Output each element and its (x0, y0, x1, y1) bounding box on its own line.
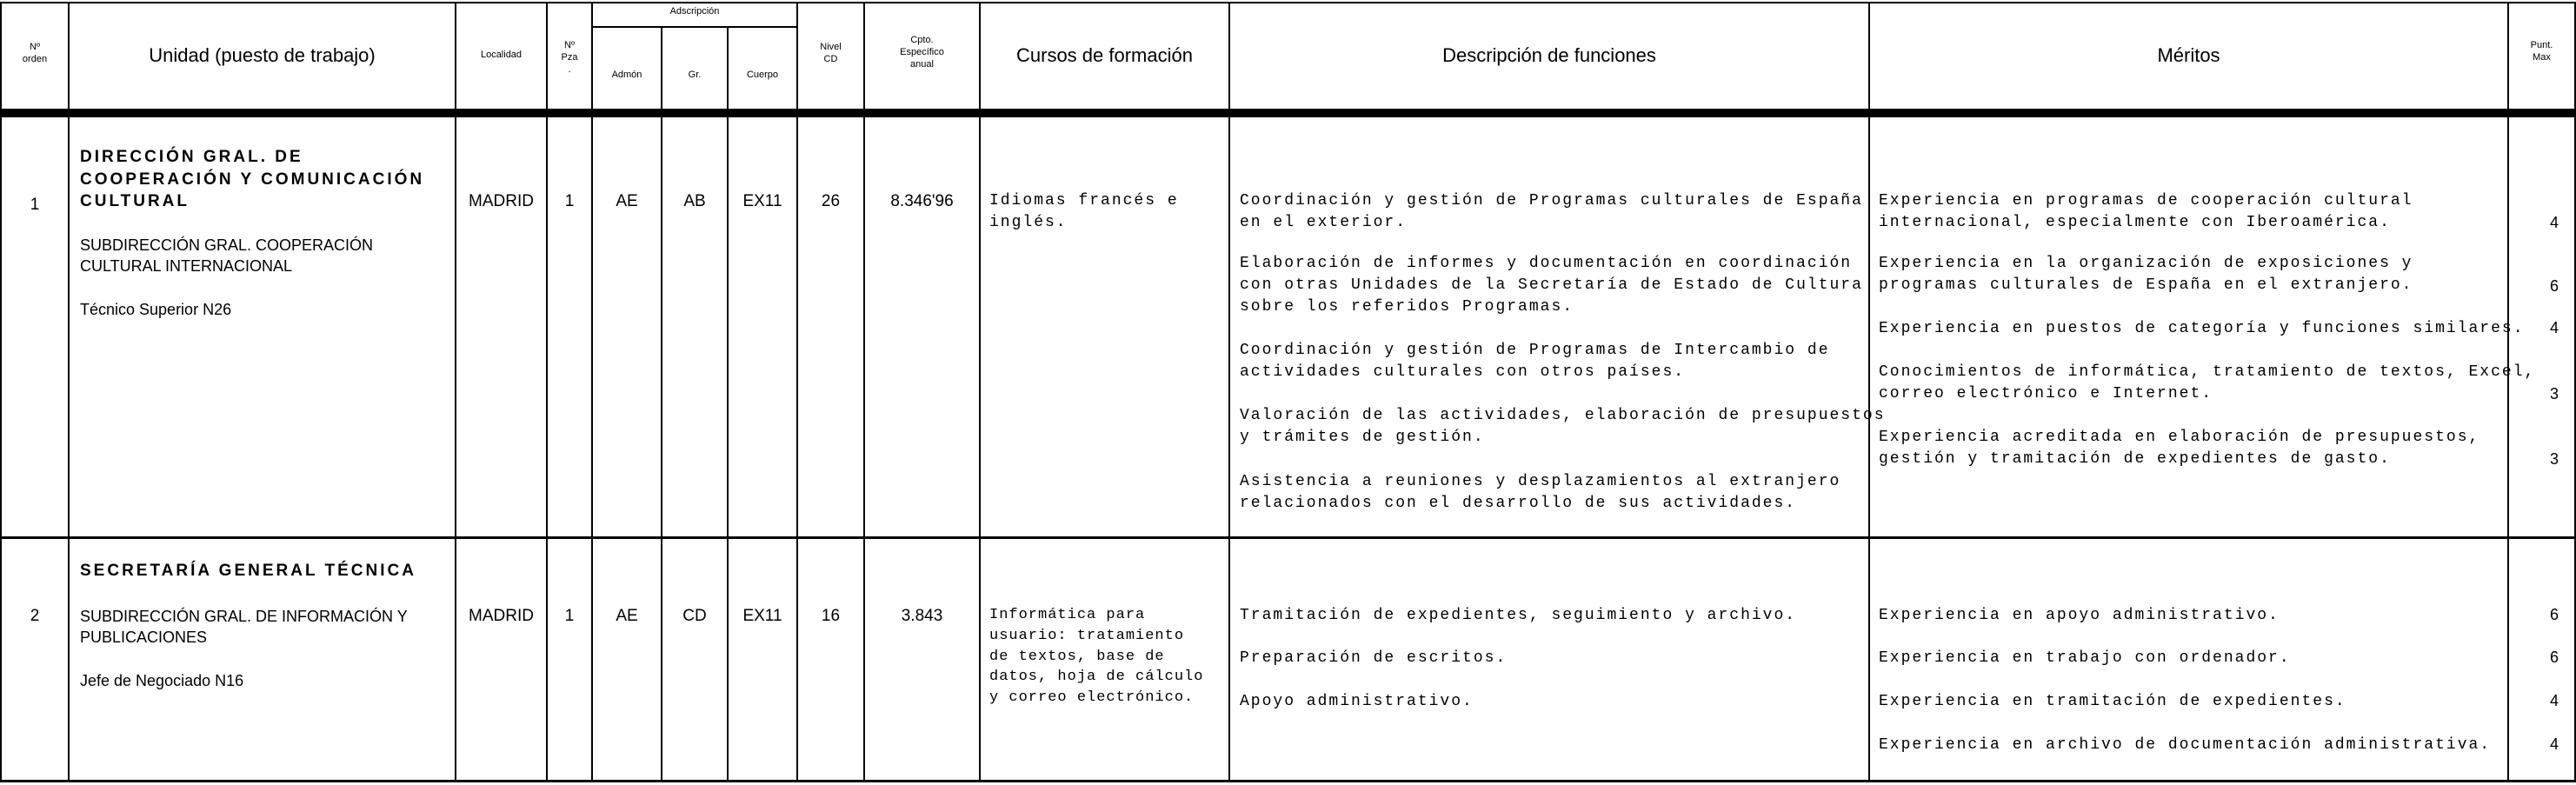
row2-gr: CD (682, 607, 707, 625)
row1-localidad: MADRID (469, 192, 534, 210)
header-cuerpo: Cuerpo (746, 70, 779, 80)
row1-nivel: 26 (821, 192, 841, 210)
col-line (727, 27, 729, 782)
col-line (68, 2, 70, 782)
row1-funcion: Asistencia a reuniones y desplazamientos al extranjero relacionados con el desarrollo de sus actividades. (1240, 473, 1841, 513)
row1-orden: 1 (30, 196, 40, 214)
row1-cursos: Idiomas francés e inglés. (989, 192, 1179, 232)
row1-merito-punt: 3 (2549, 450, 2559, 468)
row1-puesto: Técnico Superior N26 (80, 301, 232, 318)
header-punt: Punt. Max (2530, 40, 2553, 63)
header-meritos: Méritos (2157, 44, 2220, 66)
row1-merito-punt: 4 (2549, 319, 2559, 336)
row2-puesto: Jefe de Negociado N16 (80, 672, 244, 689)
row1-funcion: Coordinación y gestión de Programas culturales de España en el exterior. (1240, 192, 1863, 232)
row2-unidad-sub: SUBDIRECCIÓN GRAL. DE INFORMACIÓN Y PUBLICACIONES (80, 608, 408, 647)
row2-merito-punt: 6 (2549, 606, 2559, 623)
row1-unidad-title: DIRECCIÓN GRAL. DE COOPERACIÓN Y COMUNICACIÓN CULTURAL (80, 148, 425, 211)
header-cpto: Cpto. Específico anual (900, 35, 944, 70)
row1-cuerpo: EX11 (742, 192, 782, 210)
row1-merito: Experiencia en la organización de exposiciones y programas culturales de España en el extranjero. (1879, 255, 2413, 295)
row1-merito-punt: 4 (2549, 214, 2559, 231)
header-gr: Gr. (688, 70, 702, 80)
row2-cpto: 3.843 (901, 607, 943, 625)
col-line (661, 27, 662, 782)
col-line (979, 2, 981, 782)
row2-merito: Experiencia en apoyo administrativo. (1879, 607, 2280, 624)
row1-merito: Experiencia en programas de cooperación cultural internacional, especialmente con Iberoamérica. (1879, 192, 2413, 232)
col-line (591, 2, 593, 782)
col-line (546, 2, 548, 782)
row2-nivel: 16 (821, 607, 841, 625)
header-unidad: Unidad (puesto de trabajo) (149, 44, 376, 66)
row-divider (0, 536, 2576, 539)
row2-funcion: Apoyo administrativo. (1240, 693, 1474, 710)
header-localidad: Localidad (480, 50, 523, 60)
row1-merito: Conocimientos de informática, tratamiento de textos, Excel, correo electrónico e Internet. (1879, 363, 2536, 403)
header-orden: Nº orden (22, 42, 48, 64)
col-line (0, 2, 2, 782)
col-line (1868, 2, 1870, 782)
row1-admon: AE (616, 192, 638, 210)
row1-merito-punt: 6 (2549, 277, 2559, 295)
row2-merito-punt: 6 (2549, 649, 2559, 666)
row1-funcion: Elaboración de informes y documentación en coordinación con otras Unidades de la Secretaría de Estado de Cultura sobre los referidos Programas. (1240, 255, 1863, 316)
table-bottom-border (0, 780, 2576, 782)
row2-cursos: Informática para usuario: tratamiento de textos, base de datos, hoja de cálculo y correo electrónico. (989, 607, 1204, 707)
row2-merito-punt: 4 (2549, 692, 2559, 709)
row1-merito-punt: 3 (2549, 385, 2559, 402)
row2-orden: 2 (30, 607, 40, 625)
row2-funcion: Preparación de escritos. (1240, 649, 1508, 667)
row2-pza: 1 (564, 607, 575, 625)
row1-pza: 1 (564, 192, 575, 210)
row2-merito-punt: 4 (2549, 735, 2559, 753)
row2-funcion: Tramitación de expedientes, seguimiento y archivo. (1240, 607, 1797, 624)
adscripcion-divider (591, 26, 796, 28)
row2-admon: AE (616, 607, 638, 625)
row1-gr: AB (683, 192, 706, 210)
col-line (863, 2, 865, 782)
table-top-border (0, 2, 2576, 3)
row2-cuerpo: EX11 (742, 607, 782, 625)
header-pza: Nº Pza . (561, 40, 578, 75)
row2-localidad: MADRID (469, 607, 534, 625)
header-descripcion: Descripción de funciones (1442, 44, 1656, 66)
col-line (1228, 2, 1230, 782)
row2-merito: Experiencia en tramitación de expedientes. (1879, 693, 2346, 710)
header-admon: Admón (611, 70, 642, 80)
row2-merito: Experiencia en trabajo con ordenador. (1879, 649, 2291, 667)
header-thick-rule (0, 109, 2576, 117)
row1-merito: Experiencia en puestos de categoría y funciones similares. (1879, 320, 2525, 337)
row2-merito: Experiencia en archivo de documentación administrativa. (1879, 736, 2492, 754)
row1-unidad-sub: SUBDIRECCIÓN GRAL. COOPERACIÓN CULTURAL INTERNACIONAL (80, 236, 374, 276)
col-line (455, 2, 456, 782)
col-line (796, 2, 798, 782)
row1-cpto: 8.346'96 (890, 192, 954, 210)
row1-funcion: Valoración de las actividades, elaboración de presupuestos y trámites de gestión. (1240, 407, 1886, 447)
row1-funcion: Coordinación y gestión de Programas de Intercambio de actividades culturales con otros países. (1240, 342, 1830, 382)
header-nivel: Nivel CD (820, 42, 842, 64)
row2-unidad-title: SECRETARÍA GENERAL TÉCNICA (80, 562, 416, 580)
row1-merito: Experiencia acreditada en elaboración de presupuestos, gestión y tramitación de expedientes de gasto. (1879, 429, 2480, 469)
header-adscripcion: Adscripción (669, 6, 720, 17)
header-cursos: Cursos de formación (1016, 44, 1193, 66)
